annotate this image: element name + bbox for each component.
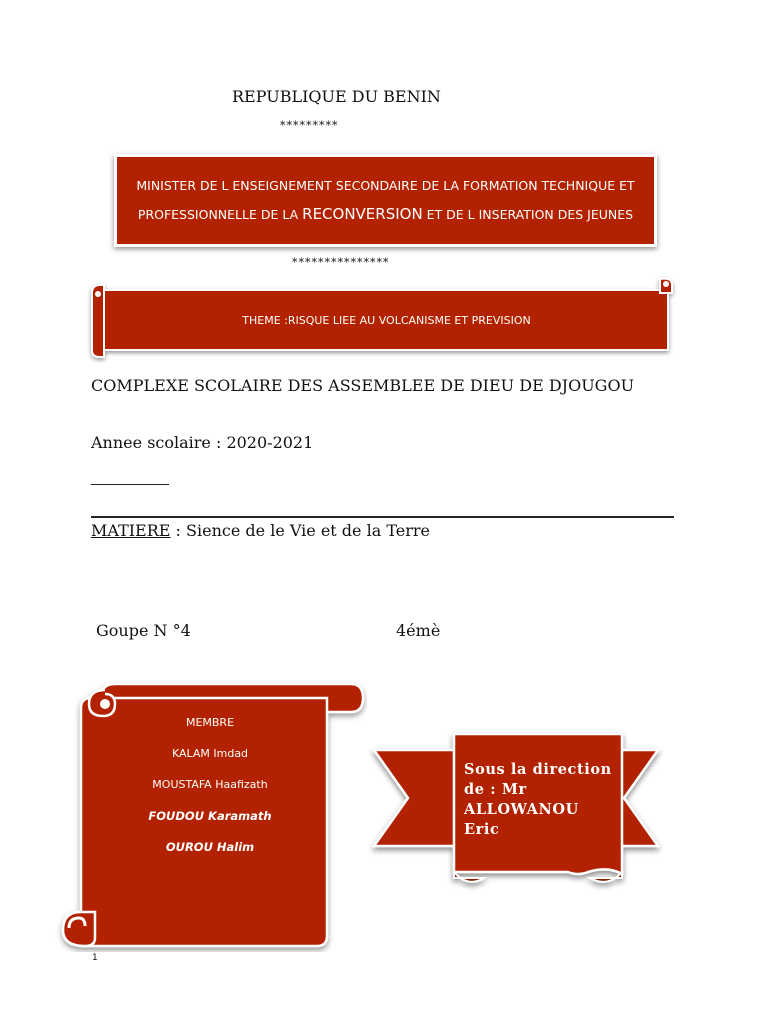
- separator-stars: *********: [280, 119, 339, 132]
- grade-level: 4émè: [396, 621, 441, 640]
- member-name: OUROU Halim: [165, 840, 255, 854]
- republic-title: REPUBLIQUE DU BENIN: [232, 87, 441, 106]
- member-name: MOUSTAFA Haafizath: [152, 778, 268, 791]
- supervisor-line: ALLOWANOU: [464, 801, 579, 818]
- group-number: Goupe N °4: [96, 621, 191, 640]
- subject-line: [91, 521, 430, 540]
- short-divider: [91, 484, 169, 485]
- member-name: KALAM Imdad: [171, 747, 249, 760]
- supervisor-line: Eric: [464, 821, 500, 838]
- ministry-text: [117, 172, 654, 229]
- separator-stars-2: ***************: [292, 256, 390, 269]
- subject-value: : Sience de le Vie et de la Terre: [170, 521, 430, 540]
- ministry-text-part1: MINISTER DE L ENSEIGNEMENT SECONDAIRE DE LA FORMATION TECHNIQUE ET PROFESSIONNELLE DE LA: [136, 178, 635, 222]
- subject-label: MATIERE: [91, 521, 171, 540]
- ministry-banner: [114, 154, 657, 247]
- ministry-text-emphasis: RECONVERSION: [302, 205, 423, 223]
- school-name: COMPLEXE SCOLAIRE DES ASSEMBLEE DE DIEU DE DJOUGOU: [91, 376, 635, 395]
- supervisor-text: [464, 760, 624, 840]
- page-number: 1: [92, 953, 98, 963]
- school-year: Annee scolaire : 2020-2021: [91, 433, 314, 452]
- ministry-text-part2: ET DE L INSERATION DES JEUNES: [426, 207, 634, 222]
- supervisor-line: Sous la direction: [464, 761, 612, 778]
- long-divider: [91, 516, 674, 518]
- members-list: [105, 716, 315, 871]
- member-name: FOUDOU Karamath: [148, 809, 272, 823]
- theme-text: THEME :RISQUE LIEE AU VOLCANISME ET PREVISION: [242, 314, 531, 327]
- members-heading: MEMBRE: [185, 716, 235, 729]
- supervisor-line: de : Mr: [464, 781, 527, 798]
